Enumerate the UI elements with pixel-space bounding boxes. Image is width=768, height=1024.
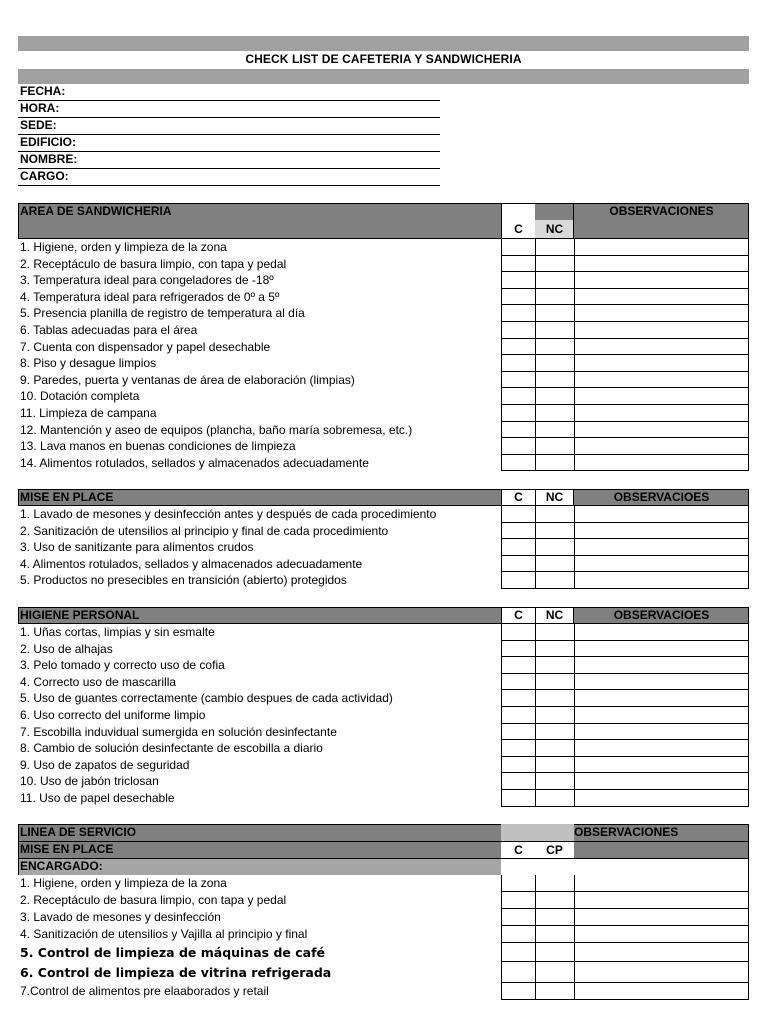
second-check-cell[interactable] <box>535 773 574 790</box>
table-row <box>18 690 749 707</box>
observation-cell[interactable] <box>574 674 749 691</box>
table-row <box>18 239 749 256</box>
row-label: 4. Alimentos rotulados, sellados y almacenados adecuadamente <box>20 556 363 571</box>
section-subtitle: MISE EN PLACE <box>20 842 114 856</box>
row-label: 3. Pelo tomado y correcto uso de cofia <box>20 658 225 673</box>
c-check-cell[interactable] <box>501 740 536 757</box>
row-label: 5. Uso de guantes correctamente (cambio despues de cada actividad) <box>20 691 393 706</box>
table-row <box>18 539 749 556</box>
second-check-cell[interactable] <box>535 757 574 774</box>
second-check-cell[interactable] <box>535 523 574 540</box>
c-check-cell[interactable] <box>501 539 536 556</box>
row-label: 5. Productos no presecibles en transición (abierto) protegidos <box>20 573 347 588</box>
second-check-cell[interactable] <box>535 289 574 306</box>
c-check-cell[interactable] <box>501 256 536 273</box>
observation-cell[interactable] <box>574 539 749 556</box>
second-check-cell[interactable] <box>535 305 574 322</box>
title-band <box>18 69 749 84</box>
row-label: 3. Uso de sanitizante para alimentos crudos <box>20 540 254 555</box>
observation-cell[interactable] <box>574 962 749 983</box>
second-check-cell[interactable] <box>535 674 574 691</box>
observation-cell[interactable] <box>574 523 749 540</box>
c-check-cell[interactable] <box>501 674 536 691</box>
observation-cell[interactable] <box>574 707 749 724</box>
c-check-cell[interactable] <box>501 773 536 790</box>
col-cp-header: CP <box>546 843 563 857</box>
c-check-cell[interactable] <box>501 372 536 389</box>
row-label: 8. Piso y desague limpios <box>20 356 157 371</box>
table-row <box>18 572 749 589</box>
second-check-cell[interactable] <box>535 790 574 807</box>
c-check-cell[interactable] <box>501 909 536 926</box>
table-row <box>18 438 749 455</box>
observation-cell[interactable] <box>574 455 749 472</box>
table-row <box>18 289 749 306</box>
observation-cell[interactable] <box>574 641 749 658</box>
table-row <box>18 641 749 658</box>
observation-cell[interactable] <box>574 422 749 439</box>
second-check-cell[interactable] <box>535 707 574 724</box>
observation-cell[interactable] <box>574 757 749 774</box>
c-check-cell[interactable] <box>501 388 536 405</box>
c-check-cell[interactable] <box>501 875 536 892</box>
observation-cell[interactable] <box>574 438 749 455</box>
c-check-cell[interactable] <box>501 322 536 339</box>
col-nc-header: NC <box>545 490 564 504</box>
second-check-cell[interactable] <box>535 962 574 983</box>
table-row <box>18 707 749 724</box>
c-check-cell[interactable] <box>501 757 536 774</box>
col-nc-header: NC <box>545 608 564 622</box>
row-label: 5. Presencia planilla de registro de temperatura al día <box>20 306 305 321</box>
c-check-cell[interactable] <box>501 962 536 983</box>
table-row <box>18 422 749 439</box>
observation-cell[interactable] <box>574 572 749 589</box>
row-label: 3. Temperatura ideal para congeladores de -18º <box>20 273 274 288</box>
observation-cell[interactable] <box>574 272 749 289</box>
encargado-label: ENCARGADO: <box>20 859 103 873</box>
row-label: 2. Uso de alhajas <box>20 641 113 656</box>
table-row <box>18 674 749 691</box>
observation-cell[interactable] <box>574 322 749 339</box>
top-band <box>18 36 749 51</box>
observation-cell[interactable] <box>574 724 749 741</box>
header-field[interactable]: EDIFICIO: <box>18 135 440 152</box>
observation-cell[interactable] <box>574 372 749 389</box>
observation-cell[interactable] <box>574 556 749 573</box>
col-obs-header: OBSERVACIONES <box>574 825 679 839</box>
observation-cell[interactable] <box>574 256 749 273</box>
row-label: 6. Control de limpieza de vitrina refrigerada <box>20 965 332 980</box>
row-label: 1. Higiene, orden y limpieza de la zona <box>20 876 227 890</box>
row-label: 9. Uso de zapatos de seguridad <box>20 757 190 772</box>
observation-cell[interactable] <box>574 875 749 892</box>
observation-cell[interactable] <box>574 405 749 422</box>
second-check-cell[interactable] <box>535 405 574 422</box>
table-row <box>18 624 749 641</box>
second-check-cell[interactable] <box>535 657 574 674</box>
observation-cell[interactable] <box>574 943 749 962</box>
c-check-cell[interactable] <box>501 556 536 573</box>
section-higiene-personal <box>18 607 749 807</box>
table-row <box>18 523 749 540</box>
header-field[interactable]: NOMBRE: <box>18 152 440 169</box>
row-label: 12. Mantención y aseo de equipos (plancha, baño maría sobremesa, etc.) <box>20 422 413 437</box>
second-check-cell[interactable] <box>535 256 574 273</box>
table-row <box>18 983 749 1000</box>
table-row <box>18 962 749 983</box>
second-check-cell[interactable] <box>535 624 574 641</box>
observation-cell[interactable] <box>574 773 749 790</box>
observation-cell[interactable] <box>574 657 749 674</box>
observation-cell[interactable] <box>574 892 749 909</box>
second-check-cell[interactable] <box>535 572 574 589</box>
row-label: 3. Lavado de mesones y desinfección <box>20 910 221 924</box>
table-row <box>18 305 749 322</box>
observation-cell[interactable] <box>574 339 749 356</box>
second-check-cell[interactable] <box>535 943 574 962</box>
second-check-cell[interactable] <box>535 455 574 472</box>
table-row <box>18 339 749 356</box>
section-linea-servicio <box>18 824 749 999</box>
table-row <box>18 322 749 339</box>
second-check-cell[interactable] <box>535 539 574 556</box>
col-nc-header: NC <box>545 222 564 236</box>
second-check-cell[interactable] <box>535 909 574 926</box>
table-row <box>18 388 749 405</box>
table-row <box>18 892 749 909</box>
observation-cell[interactable] <box>574 690 749 707</box>
table-row <box>18 455 749 472</box>
row-label: 4. Sanitización de utensilios y Vajilla al principio y final <box>20 927 308 941</box>
col-c-header: C <box>514 222 523 236</box>
second-check-cell[interactable] <box>535 641 574 658</box>
second-check-cell[interactable] <box>535 892 574 909</box>
row-label: 4. Correcto uso de mascarilla <box>20 674 177 689</box>
row-label: 11. Uso de papel desechable <box>20 791 175 805</box>
second-check-cell[interactable] <box>535 875 574 892</box>
row-label: 8. Cambio de solución desinfectante de escobilla a diario <box>20 741 323 756</box>
second-check-cell[interactable] <box>535 740 574 757</box>
c-check-cell[interactable] <box>501 506 536 523</box>
col-c-header: C <box>514 490 523 504</box>
header-field[interactable]: CARGO: <box>18 169 440 186</box>
section-sandwicheria <box>18 203 749 473</box>
table-row <box>18 875 749 892</box>
second-check-cell[interactable] <box>535 926 574 943</box>
table-row <box>18 372 749 389</box>
c-check-cell[interactable] <box>501 523 536 540</box>
c-check-cell[interactable] <box>501 892 536 909</box>
observation-cell[interactable] <box>574 239 749 256</box>
col-c-header: C <box>514 608 523 622</box>
table-row <box>18 773 749 790</box>
row-label: 13. Lava manos en buenas condiciones de limpieza <box>20 439 296 454</box>
section-mise-en-place <box>18 489 749 589</box>
c-check-cell[interactable] <box>501 355 536 372</box>
table-row <box>18 657 749 674</box>
c-check-cell[interactable] <box>501 289 536 306</box>
c-check-cell[interactable] <box>501 405 536 422</box>
table-row <box>18 740 749 757</box>
table-row <box>18 926 749 943</box>
c-check-cell[interactable] <box>501 305 536 322</box>
second-check-cell[interactable] <box>535 372 574 389</box>
header-field[interactable]: FECHA: <box>18 84 440 101</box>
observation-cell[interactable] <box>574 909 749 926</box>
second-check-cell[interactable] <box>535 355 574 372</box>
row-label: 2. Sanitización de utensilios al principio y final de cada procedimiento <box>20 523 389 538</box>
table-row <box>18 355 749 372</box>
row-label: 9. Paredes, puerta y ventanas de área de elaboración (limpias) <box>20 372 355 387</box>
observation-cell[interactable] <box>574 506 749 523</box>
c-check-cell[interactable] <box>501 339 536 356</box>
row-label: 2. Receptáculo de basura limpio, con tapa y pedal <box>20 893 287 907</box>
row-label: 14. Alimentos rotulados, sellados y almacenados adecuadamente <box>20 455 369 470</box>
table-row <box>18 757 749 774</box>
c-check-cell[interactable] <box>501 438 536 455</box>
observation-cell[interactable] <box>574 624 749 641</box>
observation-cell[interactable] <box>574 790 749 807</box>
row-label: 10. Uso de jabón triclosan <box>20 774 159 789</box>
table-row <box>18 724 749 741</box>
second-check-cell[interactable] <box>535 339 574 356</box>
row-label: 11. Limpieza de campana <box>20 406 157 420</box>
page-title: CHECK LIST DE CAFETERIA Y SANDWICHERIA <box>245 52 522 66</box>
second-check-cell[interactable] <box>535 322 574 339</box>
c-check-cell[interactable] <box>501 455 536 472</box>
row-label: 1. Lavado de mesones y desinfección antes y después de cada procedimiento <box>20 507 437 521</box>
second-check-cell[interactable] <box>535 272 574 289</box>
table-row <box>18 556 749 573</box>
col-obs-header: OBSERVACIONES <box>609 204 714 218</box>
section-title: LINEA DE SERVICIO <box>20 825 137 839</box>
row-label: 4. Temperatura ideal para refrigerados de 0º a 5º <box>20 289 280 304</box>
c-check-cell[interactable] <box>501 790 536 807</box>
row-label: 5. Control de limpieza de máquinas de café <box>20 945 325 960</box>
second-check-cell[interactable] <box>535 556 574 573</box>
c-check-cell[interactable] <box>501 707 536 724</box>
row-label: 6. Tablas adecuadas para el área <box>20 323 198 337</box>
row-label: 6. Uso correcto del uniforme limpio <box>20 708 206 722</box>
table-row <box>18 256 749 273</box>
header-field[interactable]: HORA: <box>18 101 440 118</box>
section-title: MISE EN PLACE <box>20 490 114 504</box>
observation-cell[interactable] <box>574 983 749 1000</box>
c-check-cell[interactable] <box>501 624 536 641</box>
c-check-cell[interactable] <box>501 657 536 674</box>
c-check-cell[interactable] <box>501 641 536 658</box>
table-row <box>18 272 749 289</box>
second-check-cell[interactable] <box>535 724 574 741</box>
c-check-cell[interactable] <box>501 272 536 289</box>
col-obs-header: OBSERVACIOES <box>613 608 710 622</box>
second-check-cell[interactable] <box>535 506 574 523</box>
row-label: 7. Escobilla induvidual sumergida en solución desinfectante <box>20 724 337 739</box>
row-label: 1. Higiene, orden y limpieza de la zona <box>20 240 227 254</box>
table-row <box>18 506 749 523</box>
col-obs-header: OBSERVACIOES <box>613 490 710 504</box>
observation-cell[interactable] <box>574 305 749 322</box>
row-label: 2. Receptáculo de basura limpio, con tapa y pedal <box>20 256 287 271</box>
second-check-cell[interactable] <box>535 239 574 256</box>
section-title: AREA DE SANDWICHERIA <box>20 204 172 218</box>
second-check-cell[interactable] <box>535 422 574 439</box>
table-row <box>18 909 749 926</box>
col-c-header: C <box>514 843 523 857</box>
table-row <box>18 943 749 962</box>
c-check-cell[interactable] <box>501 422 536 439</box>
observation-cell[interactable] <box>574 355 749 372</box>
row-label: 1. Uñas cortas, limpias y sin esmalte <box>20 625 215 639</box>
observation-cell[interactable] <box>574 289 749 306</box>
c-check-cell[interactable] <box>501 926 536 943</box>
row-label: 7.Control de alimentos pre elaaborados y retail <box>20 984 269 998</box>
observation-cell[interactable] <box>574 740 749 757</box>
table-row <box>18 405 749 422</box>
observation-cell[interactable] <box>574 388 749 405</box>
second-check-cell[interactable] <box>535 983 574 1000</box>
section-title: HIGIENE PERSONAL <box>20 608 140 622</box>
c-check-cell[interactable] <box>501 690 536 707</box>
observation-cell[interactable] <box>574 926 749 943</box>
c-check-cell[interactable] <box>501 983 536 1000</box>
c-check-cell[interactable] <box>501 943 536 962</box>
c-check-cell[interactable] <box>501 239 536 256</box>
c-check-cell[interactable] <box>501 724 536 741</box>
row-label: 7. Cuenta con dispensador y papel desechable <box>20 339 271 354</box>
c-check-cell[interactable] <box>501 572 536 589</box>
table-row <box>18 790 749 807</box>
header-field[interactable]: SEDE: <box>18 118 440 135</box>
second-check-cell[interactable] <box>535 388 574 405</box>
second-check-cell[interactable] <box>535 690 574 707</box>
second-check-cell[interactable] <box>535 438 574 455</box>
row-label: 10. Dotación completa <box>20 389 140 404</box>
